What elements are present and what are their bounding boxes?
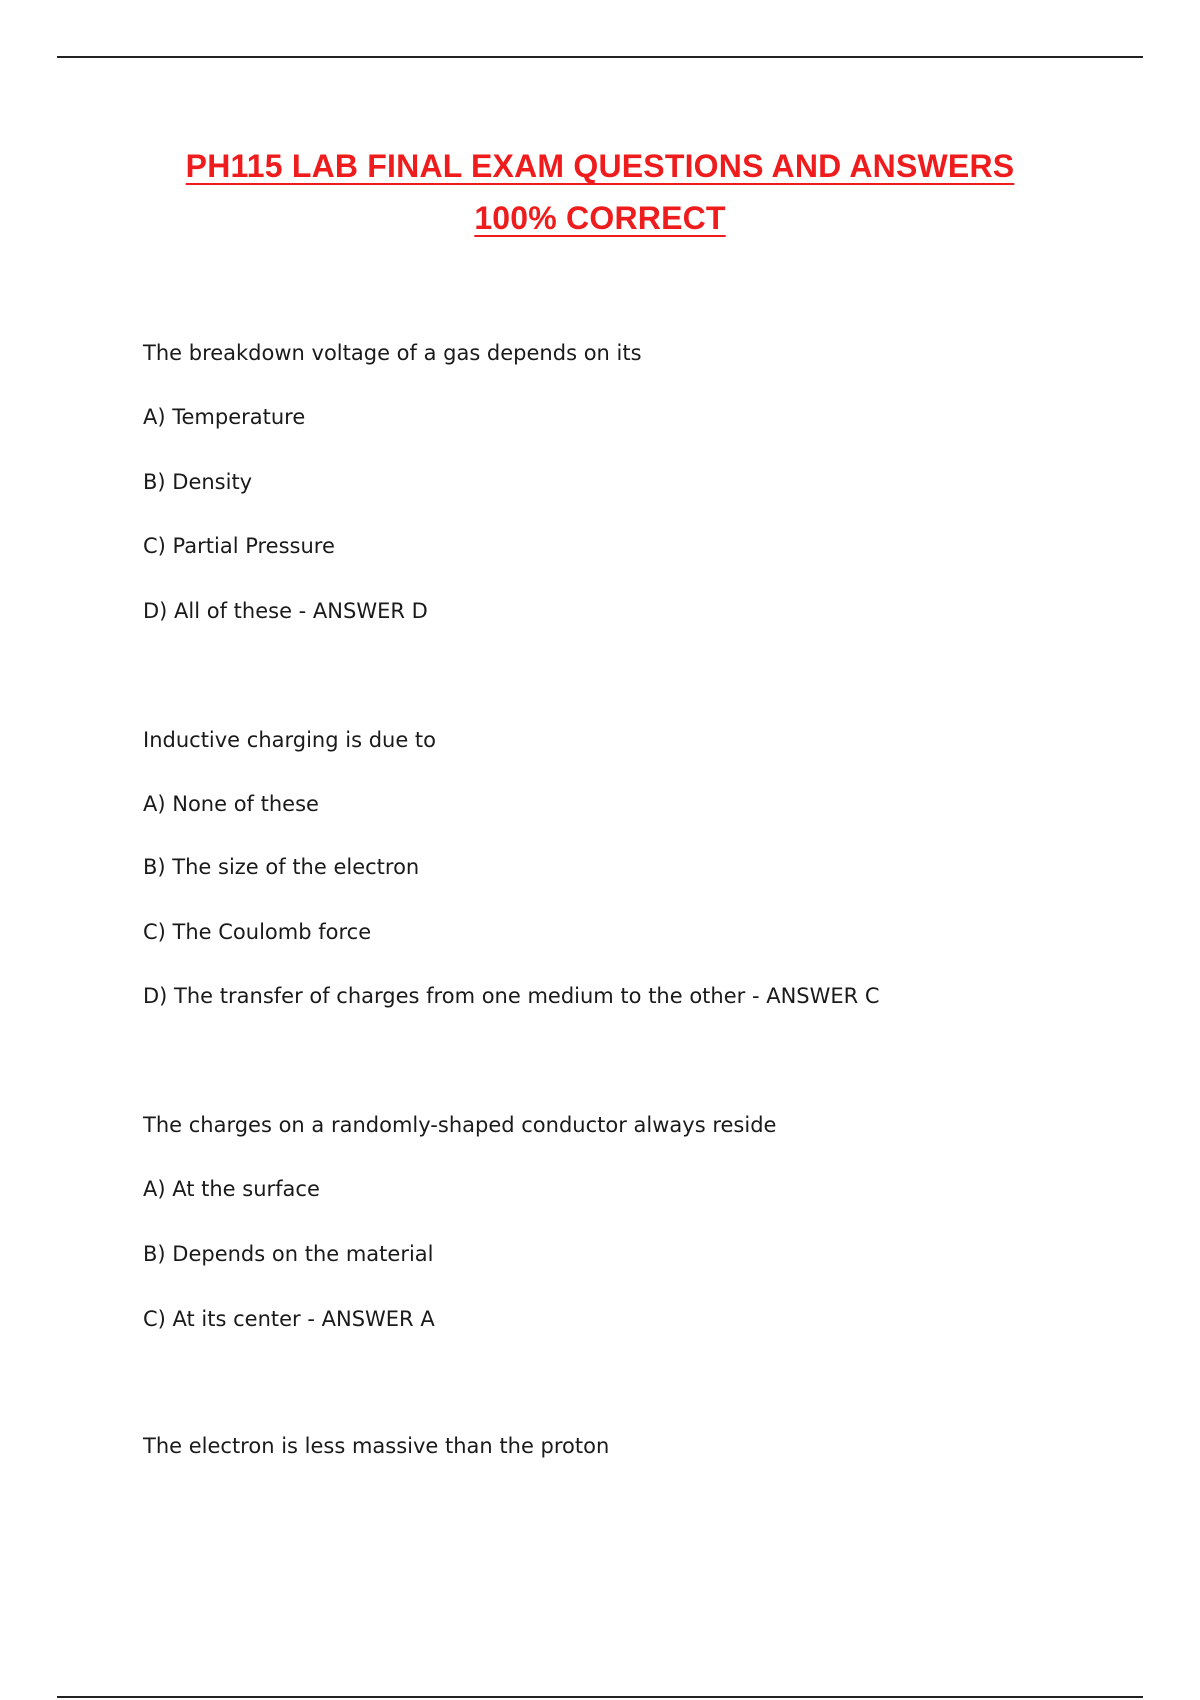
question-2-option-b: B) The size of the electron xyxy=(143,855,420,879)
question-3-option-b: B) Depends on the material xyxy=(143,1242,434,1266)
question-3-prompt: The charges on a randomly-shaped conductor always reside xyxy=(143,1113,777,1137)
question-3-option-c: C) At its center - ANSWER A xyxy=(143,1307,435,1331)
question-4-prompt: The electron is less massive than the proton xyxy=(143,1434,610,1458)
header-rule xyxy=(57,56,1143,58)
question-2-option-a: A) None of these xyxy=(143,792,319,816)
footer-rule xyxy=(57,1696,1143,1698)
question-1-option-b: B) Density xyxy=(143,470,253,494)
question-1-option-d: D) All of these - ANSWER D xyxy=(143,599,428,623)
question-2-option-d: D) The transfer of charges from one medium to the other - ANSWER C xyxy=(143,984,880,1008)
question-2-option-c: C) The Coulomb force xyxy=(143,920,372,944)
question-1-option-c: C) Partial Pressure xyxy=(143,534,335,558)
document-title-line-1: PH115 LAB FINAL EXAM QUESTIONS AND ANSWERS xyxy=(185,148,1015,184)
document-title-line-2: 100% CORRECT xyxy=(474,200,726,236)
question-1-option-a: A) Temperature xyxy=(143,405,306,429)
question-1-prompt: The breakdown voltage of a gas depends on its xyxy=(143,341,642,365)
question-2-prompt: Inductive charging is due to xyxy=(143,728,437,752)
question-3-option-a: A) At the surface xyxy=(143,1177,320,1201)
